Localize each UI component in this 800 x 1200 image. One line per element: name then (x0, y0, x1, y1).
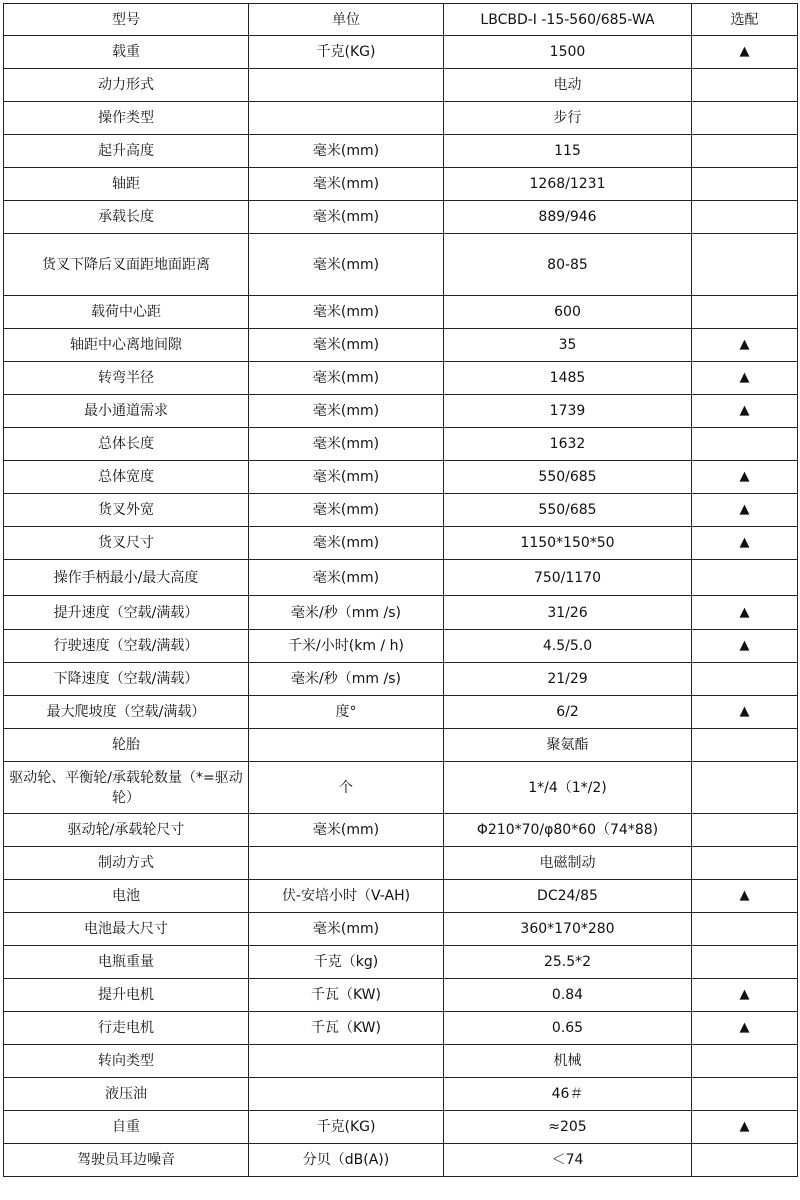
cell-option (692, 296, 798, 329)
table-row (4, 135, 798, 168)
cell-name: 轴距 (4, 168, 249, 201)
cell-value: 115 (444, 135, 692, 168)
cell-option (692, 946, 798, 979)
table-row (4, 168, 798, 201)
cell-unit (249, 102, 444, 135)
cell-unit (249, 69, 444, 102)
cell-value: 1*/4（1*/2) (444, 762, 692, 814)
cell-name: 载重 (4, 36, 249, 69)
table-row (4, 630, 798, 663)
cell-option (692, 102, 798, 135)
cell-option: ▲ (692, 362, 798, 395)
cell-value: 6/2 (444, 696, 692, 729)
table-row (4, 362, 798, 395)
cell-option (692, 168, 798, 201)
cell-value: 1632 (444, 428, 692, 461)
cell-unit (249, 1045, 444, 1078)
header-name: 型号 (4, 4, 249, 36)
cell-name: 最小通道需求 (4, 395, 249, 428)
table-row (4, 946, 798, 979)
cell-unit: 毫米(mm) (249, 135, 444, 168)
cell-value: 聚氨酯 (444, 729, 692, 762)
cell-unit: 毫米(mm) (249, 168, 444, 201)
table-row (4, 234, 798, 296)
cell-option (692, 847, 798, 880)
cell-option (692, 1144, 798, 1177)
cell-option (692, 762, 798, 814)
cell-option (692, 1078, 798, 1111)
cell-value: 889/946 (444, 201, 692, 234)
cell-option: ▲ (692, 696, 798, 729)
cell-unit: 毫米/秒（mm /s) (249, 596, 444, 630)
cell-value: DC24/85 (444, 880, 692, 913)
cell-option (692, 201, 798, 234)
cell-value: ＜74 (444, 1144, 692, 1177)
cell-option (692, 913, 798, 946)
cell-unit: 毫米(mm) (249, 234, 444, 296)
cell-option: ▲ (692, 329, 798, 362)
cell-unit: 毫米(mm) (249, 461, 444, 494)
table-row (4, 1078, 798, 1111)
cell-option: ▲ (692, 880, 798, 913)
cell-name: 总体宽度 (4, 461, 249, 494)
table-row (4, 296, 798, 329)
table-row (4, 36, 798, 69)
header-option: 选配 (692, 4, 798, 36)
cell-unit: 毫米(mm) (249, 494, 444, 527)
cell-value: Φ210*70/φ80*60（74*88) (444, 814, 692, 847)
cell-option: ▲ (692, 979, 798, 1012)
cell-unit (249, 847, 444, 880)
cell-value: 550/685 (444, 494, 692, 527)
cell-name: 货叉尺寸 (4, 527, 249, 560)
table-row (4, 428, 798, 461)
cell-name: 驱动轮、平衡轮/承载轮数量（*=驱动轮） (4, 762, 249, 814)
cell-name: 货叉下降后叉面距地面距离 (4, 234, 249, 296)
cell-name: 电池最大尺寸 (4, 913, 249, 946)
cell-value: 600 (444, 296, 692, 329)
cell-name: 承载长度 (4, 201, 249, 234)
cell-value: 1150*150*50 (444, 527, 692, 560)
table-row (4, 69, 798, 102)
cell-value: 步行 (444, 102, 692, 135)
cell-unit: 千瓦（KW) (249, 1012, 444, 1045)
cell-value: 25.5*2 (444, 946, 692, 979)
table-row (4, 847, 798, 880)
cell-name: 驱动轮/承载轮尺寸 (4, 814, 249, 847)
cell-option (692, 560, 798, 596)
cell-value: 机械 (444, 1045, 692, 1078)
cell-value: 1739 (444, 395, 692, 428)
cell-unit: 毫米(mm) (249, 814, 444, 847)
spec-table (3, 3, 798, 1177)
cell-value: 550/685 (444, 461, 692, 494)
cell-option (692, 69, 798, 102)
cell-unit: 毫米(mm) (249, 201, 444, 234)
cell-name: 下降速度（空载/满载） (4, 663, 249, 696)
cell-unit: 毫米(mm) (249, 428, 444, 461)
cell-unit: 分贝（dB(A)) (249, 1144, 444, 1177)
cell-unit: 毫米(mm) (249, 395, 444, 428)
cell-option (692, 1045, 798, 1078)
cell-value: 0.84 (444, 979, 692, 1012)
cell-option (692, 234, 798, 296)
table-row (4, 696, 798, 729)
cell-option (692, 663, 798, 696)
cell-name: 载荷中心距 (4, 296, 249, 329)
cell-unit: 个 (249, 762, 444, 814)
cell-value: 360*170*280 (444, 913, 692, 946)
cell-unit: 毫米(mm) (249, 296, 444, 329)
cell-value: 1485 (444, 362, 692, 395)
cell-name: 液压油 (4, 1078, 249, 1111)
cell-unit: 毫米(mm) (249, 329, 444, 362)
table-row (4, 979, 798, 1012)
cell-value: 46＃ (444, 1078, 692, 1111)
header-value: LBCBD-Ⅰ -15-560/685-WA (444, 4, 692, 36)
table-row (4, 1012, 798, 1045)
cell-value: 电动 (444, 69, 692, 102)
table-row (4, 527, 798, 560)
cell-option: ▲ (692, 36, 798, 69)
cell-option (692, 135, 798, 168)
cell-option: ▲ (692, 494, 798, 527)
table-row (4, 201, 798, 234)
table-row (4, 729, 798, 762)
cell-name: 行驶速度（空载/满载） (4, 630, 249, 663)
table-row (4, 329, 798, 362)
table-row (4, 880, 798, 913)
cell-option (692, 428, 798, 461)
cell-name: 轮胎 (4, 729, 249, 762)
cell-option: ▲ (692, 395, 798, 428)
table-row (4, 596, 798, 630)
cell-value: 0.65 (444, 1012, 692, 1045)
cell-value: 1268/1231 (444, 168, 692, 201)
table-row (4, 560, 798, 596)
table-row (4, 461, 798, 494)
cell-option: ▲ (692, 527, 798, 560)
cell-value: ≈205 (444, 1111, 692, 1144)
cell-option: ▲ (692, 596, 798, 630)
cell-unit (249, 1078, 444, 1111)
spec-table-body (4, 4, 798, 1177)
table-row (4, 395, 798, 428)
cell-name: 自重 (4, 1111, 249, 1144)
cell-name: 最大爬坡度（空载/满载） (4, 696, 249, 729)
cell-unit: 伏-安培小时（V-AH) (249, 880, 444, 913)
cell-name: 电瓶重量 (4, 946, 249, 979)
cell-name: 提升速度（空载/满载） (4, 596, 249, 630)
cell-value: 4.5/5.0 (444, 630, 692, 663)
cell-option: ▲ (692, 461, 798, 494)
cell-name: 货叉外宽 (4, 494, 249, 527)
table-row (4, 762, 798, 814)
cell-name: 电池 (4, 880, 249, 913)
cell-name: 动力形式 (4, 69, 249, 102)
header-row (4, 4, 798, 36)
cell-option (692, 814, 798, 847)
header-unit: 单位 (249, 4, 444, 36)
table-row (4, 494, 798, 527)
table-row (4, 1111, 798, 1144)
cell-name: 提升电机 (4, 979, 249, 1012)
cell-name: 转弯半径 (4, 362, 249, 395)
table-row (4, 913, 798, 946)
cell-unit: 毫米(mm) (249, 913, 444, 946)
cell-unit (249, 729, 444, 762)
cell-unit: 千克(KG) (249, 36, 444, 69)
cell-unit: 毫米/秒（mm /s) (249, 663, 444, 696)
cell-name: 轴距中心离地间隙 (4, 329, 249, 362)
cell-unit: 千克(KG) (249, 1111, 444, 1144)
cell-value: 750/1170 (444, 560, 692, 596)
cell-option: ▲ (692, 1012, 798, 1045)
cell-unit: 千米/小时(km / h) (249, 630, 444, 663)
table-row (4, 663, 798, 696)
cell-option: ▲ (692, 630, 798, 663)
table-row (4, 102, 798, 135)
cell-value: 电磁制动 (444, 847, 692, 880)
cell-unit: 毫米(mm) (249, 560, 444, 596)
table-row (4, 814, 798, 847)
cell-value: 21/29 (444, 663, 692, 696)
cell-value: 1500 (444, 36, 692, 69)
cell-unit: 千克（kg) (249, 946, 444, 979)
table-row (4, 1045, 798, 1078)
table-row (4, 1144, 798, 1177)
cell-unit: 度° (249, 696, 444, 729)
cell-option: ▲ (692, 1111, 798, 1144)
cell-name: 制动方式 (4, 847, 249, 880)
cell-name: 总体长度 (4, 428, 249, 461)
cell-unit: 千瓦（KW) (249, 979, 444, 1012)
cell-unit: 毫米(mm) (249, 362, 444, 395)
cell-value: 80-85 (444, 234, 692, 296)
cell-value: 31/26 (444, 596, 692, 630)
cell-name: 转向类型 (4, 1045, 249, 1078)
cell-name: 操作类型 (4, 102, 249, 135)
cell-unit: 毫米(mm) (249, 527, 444, 560)
cell-name: 操作手柄最小/最大高度 (4, 560, 249, 596)
cell-option (692, 729, 798, 762)
cell-name: 起升高度 (4, 135, 249, 168)
cell-name: 行走电机 (4, 1012, 249, 1045)
cell-name: 驾驶员耳边噪音 (4, 1144, 249, 1177)
cell-value: 35 (444, 329, 692, 362)
